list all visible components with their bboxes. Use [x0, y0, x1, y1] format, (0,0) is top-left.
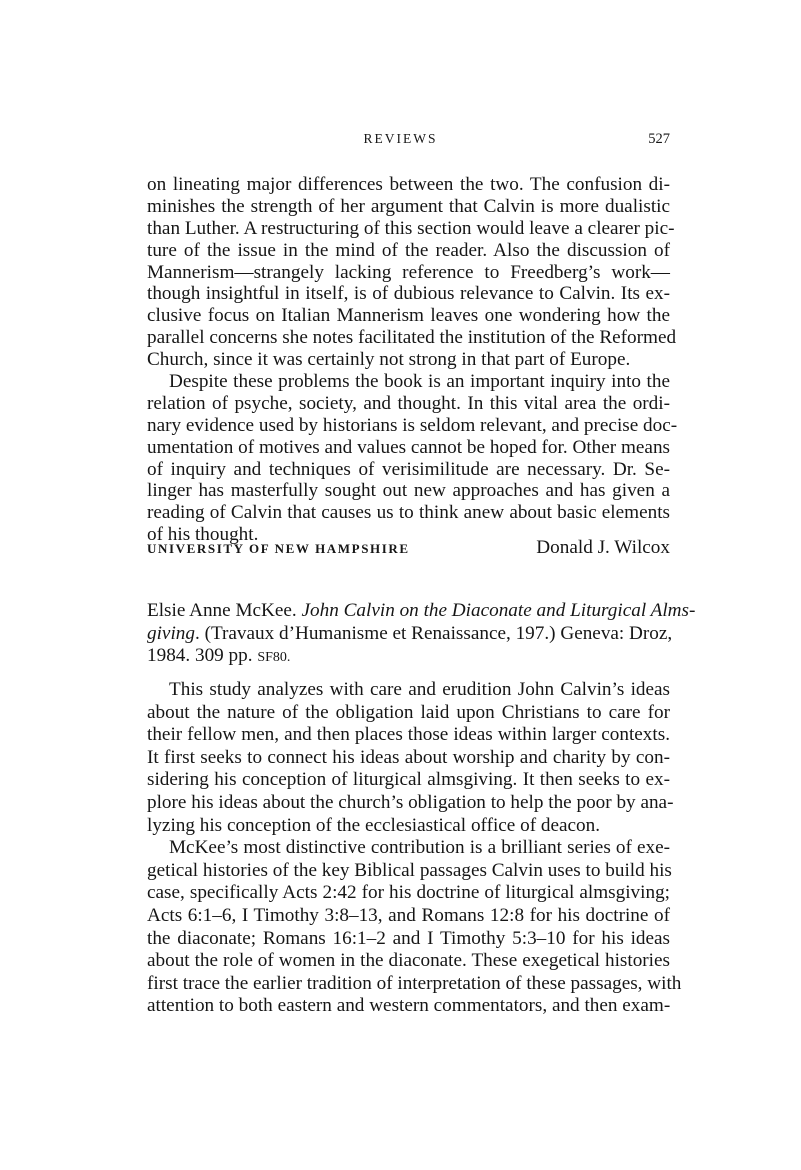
text-line: though insightful in itself, is of dubious relevance to Calvin. Its ex- — [147, 283, 670, 305]
book-series-publisher: . (Travaux d’Humanisme et Renaissance, 197.) Geneva: Droz, — [194, 622, 673, 644]
paragraph — [147, 837, 682, 1018]
running-head: REVIEWS — [363, 131, 438, 146]
review1-body — [147, 174, 678, 546]
text-line: on lineating major differences between the two. The confusion di- — [147, 174, 670, 195]
text-line: than Luther. A restructuring of this section would leave a clearer pic- — [147, 217, 675, 239]
text-line: the diaconate; Romans 16:1–2 and I Timothy 5:3–10 for his ideas — [147, 927, 670, 949]
book-author: Elsie Anne McKee. — [147, 600, 297, 621]
text-line: getical histories of the key Biblical passages Calvin uses to build his — [147, 859, 672, 881]
book-citation — [147, 600, 696, 668]
text-line: minishes the strength of her argument that Calvin is more dualistic — [147, 195, 670, 217]
text-line: relation of psyche, society, and thought. In this vital area the ordi- — [147, 392, 670, 414]
paragraph — [147, 174, 677, 371]
text-line: Mannerism—strangely lacking reference to Freedberg’s work— — [147, 261, 670, 283]
text-line: of his thought. — [147, 524, 259, 546]
text-line: case, specifically Acts 2:42 for his doctrine of liturgical almsgiving; — [147, 882, 670, 904]
text-line: Acts 6:1–6, I Timothy 3:8–13, and Romans 12:8 for his doctrine of — [147, 904, 670, 926]
text-line: about the nature of the obligation laid upon Christians to care for — [147, 701, 670, 723]
text-line: their fellow men, and then places those ideas within larger contexts. — [147, 724, 670, 746]
book-price: SF80. — [257, 650, 291, 666]
page-number: 527 — [648, 131, 670, 147]
text-line: Church, since it was certainly not strong in that part of Europe. — [147, 349, 631, 371]
review-signature — [147, 537, 670, 559]
text-line: first trace the earlier tradition of interpretation of these passages, with — [147, 972, 682, 994]
reviewer-name: Donald J. Wilcox — [536, 537, 670, 558]
reviewer-affiliation: UNIVERSITY OF NEW HAMPSHIRE — [147, 541, 410, 556]
text-line: linger has masterfully sought out new approaches and has given a — [147, 480, 670, 502]
text-line: It first seeks to connect his ideas about worship and charity by con- — [147, 746, 670, 768]
text-line: attention to both eastern and western commentators, and then exam- — [147, 995, 671, 1017]
text-line: lyzing his conception of the ecclesiastical office of deacon. — [147, 814, 601, 836]
text-line: umentation of motives and values cannot be hoped for. Other means — [147, 436, 670, 458]
book-title: John Calvin on the Diaconate and Liturgical Alms- — [301, 600, 696, 621]
text-line: parallel concerns she notes facilitated the institution of the Reformed — [147, 327, 677, 349]
paragraph — [147, 679, 674, 837]
text-line: clusive focus on Italian Mannerism leaves one wondering how the — [147, 305, 670, 327]
text-line: about the role of women in the diaconate. These exegetical histories — [147, 950, 670, 972]
paragraph — [147, 371, 678, 546]
text-line: reading of Calvin that causes us to think anew about basic elements — [147, 502, 670, 524]
review2-body — [147, 679, 682, 1018]
text-line: ture of the issue in the mind of the reader. Also the discussion of — [147, 239, 670, 261]
text-line: This study analyzes with care and erudition John Calvin’s ideas — [169, 679, 670, 700]
book-title-continued: giving — [147, 622, 195, 644]
text-line: plore his ideas about the church’s obligation to help the poor by ana- — [147, 791, 674, 813]
text-line: sidering his conception of liturgical almsgiving. It then seeks to ex- — [147, 769, 670, 791]
book-year-pages: 1984. 309 pp. — [147, 645, 253, 667]
text-line: of inquiry and techniques of verisimilitude are necessary. Dr. Se- — [147, 458, 670, 480]
text-line: McKee’s most distinctive contribution is a brilliant series of exe- — [169, 837, 670, 859]
text-line: nary evidence used by historians is seldom relevant, and precise doc- — [147, 414, 678, 436]
text-line: Despite these problems the book is an important inquiry into the — [169, 371, 670, 393]
